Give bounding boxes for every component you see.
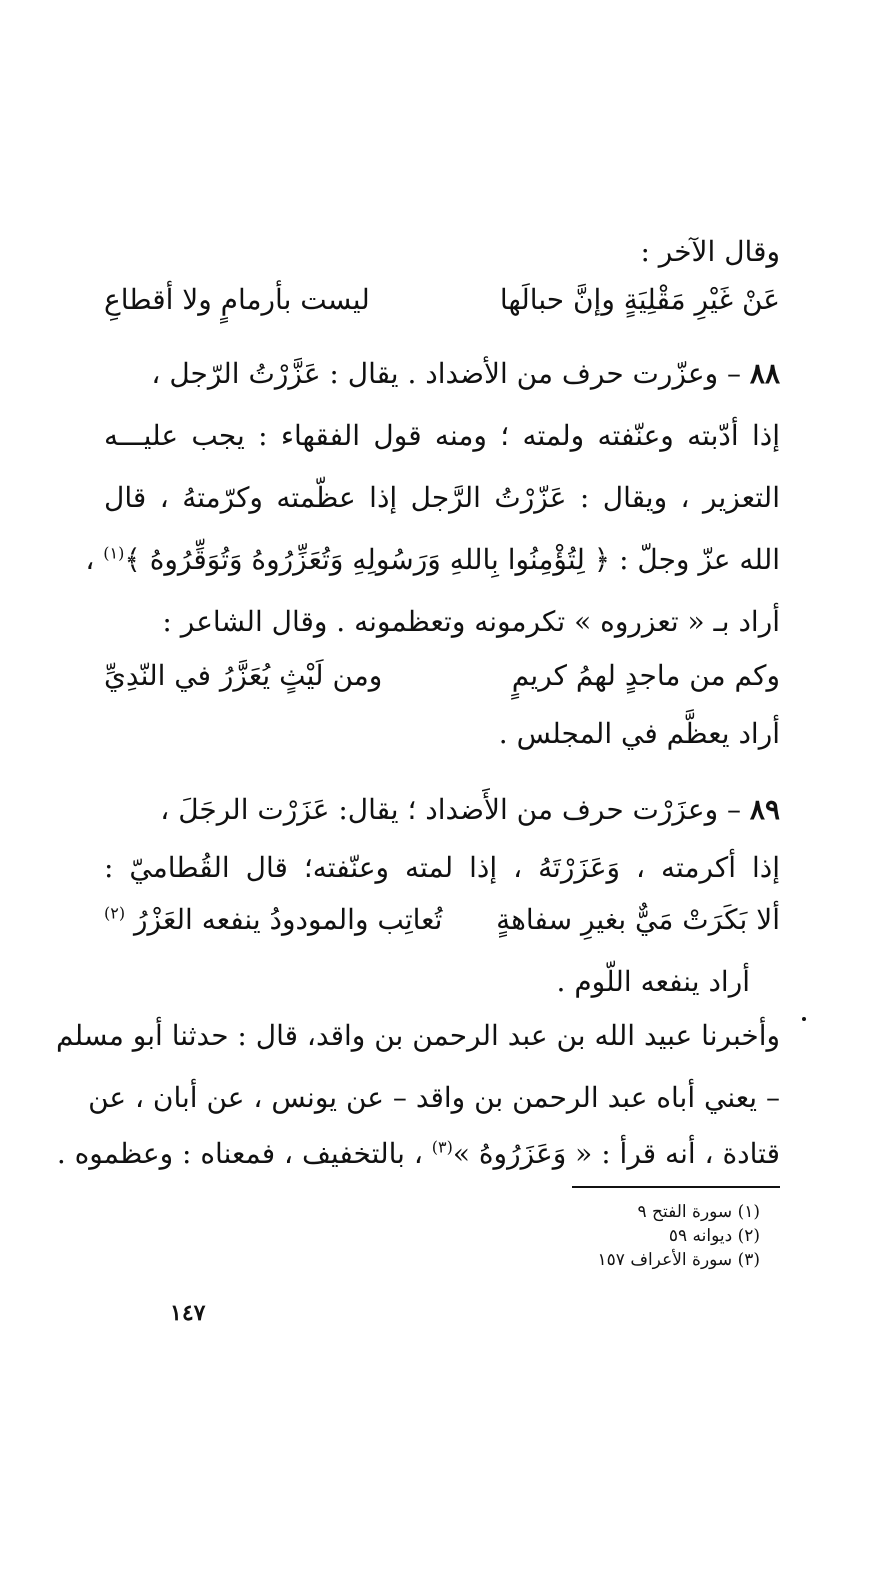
footnote-ref: (٢) — [104, 903, 126, 923]
entry-89-heading — [104, 786, 780, 834]
footnote-1: (١) سورة الفتح ٩ — [637, 1202, 760, 1222]
verse-hemistich-second: ومن لَيْثٍ يُعَزَّرُ في النّدِيِّ — [104, 659, 383, 692]
footnote-3: (٣) سورة الأعراف ١٥٧ — [597, 1250, 760, 1270]
text: أراد بـ « تعزروه » تكرمونه وتعظمونه . وقال الشاعر : — [162, 605, 780, 638]
verse-hemistich-first: ألا بَكَرَتْ مَيٌّ بغيرِ سفاهةٍ — [496, 903, 780, 936]
footnote-ref: (١) — [103, 543, 125, 563]
paragraph-line — [104, 474, 780, 522]
text: – وعزَرْت حرف من الأَضداد ؛ يقال: عَزَرْت الرجَلَ ، — [160, 793, 742, 826]
entry-88-heading — [104, 350, 780, 398]
text: أراد يعظَّم في المجلس . — [498, 717, 780, 750]
text: أراد ينفعه اللّوم . — [556, 965, 750, 998]
paragraph-line — [104, 412, 780, 460]
text: التعزير ، ويقال : عَزّرْتُ الرَّجل إذا عظّمته وكرّمتهُ ، قال — [104, 481, 780, 514]
entry-number: ٨٨ — [749, 357, 780, 390]
paragraph-line — [104, 598, 780, 646]
paragraph-line — [74, 958, 750, 1006]
verse-hemistich-second: تُعاتِب والمودودُ ينفعه العَزْرُ — [134, 903, 443, 936]
text: ، بالتخفيف ، فمعناه : وعظموه . — [56, 1137, 432, 1170]
verse-line-3 — [104, 896, 780, 944]
text: الله عزّ وجلّ : ﴿ لِتُؤْمِنُوا بِاللهِ وَرَسُولِهِ وَتُعَزِّرُوهُ وَتُوَقِّرُوهُ ﴾ — [124, 543, 780, 576]
verse-hemistich-first: عَنْ غَيْرِ مَقْلِيَةٍ وإنَّ حبالَها — [499, 283, 780, 316]
print-speck — [802, 1017, 806, 1021]
verse-line-2 — [104, 652, 780, 700]
text: – وعزّرت حرف من الأضداد . يقال : عَزَّرْتُ الرّجل ، — [151, 357, 742, 390]
footnote-ref: (٣) — [431, 1137, 453, 1157]
paragraph-line — [104, 844, 780, 892]
verse-hemistich-second-with-ref — [104, 896, 442, 944]
line-intro — [104, 228, 780, 276]
paragraph-line — [56, 1130, 780, 1178]
verse-line-1 — [104, 276, 780, 324]
text: وأخبرنا عبيد الله بن عبد الرحمن بن واقد، قال : حدثنا أبو مسلم — [56, 1019, 780, 1052]
paragraph-line — [56, 1012, 780, 1060]
text: ، — [85, 543, 104, 576]
paragraph-line — [104, 710, 780, 758]
text: – يعني أباه عبد الرحمن بن واقد – عن يونس ، عن أبان ، عن — [88, 1081, 780, 1114]
verse-hemistich-first: وكم من ماجدٍ لهمُ كريمٍ — [511, 659, 780, 692]
verse-hemistich-second: ليست بأرمامٍ ولا أقطاعِ — [104, 283, 370, 316]
page-number: ١٤٧ — [170, 1300, 206, 1326]
paragraph-line — [88, 1074, 780, 1122]
text: وقال الآخر : — [640, 235, 780, 268]
footnote-2: (٢) ديوانه ٥٩ — [668, 1226, 760, 1246]
text: إذا أدّبته وعنّفته ولمته ؛ ومنه قول الفقهاء : يجب عليـــه — [104, 419, 780, 452]
footnote-separator — [572, 1186, 780, 1188]
paragraph-line-quran — [85, 536, 780, 584]
entry-number: ٨٩ — [749, 793, 780, 826]
text: إذا أكرمته ، وَعَزَرْتَهُ ، إذا لمته وعنّفته؛ قال القُطاميّ : — [104, 851, 780, 884]
text: قتادة ، أنه قرأ : « وَعَزَرُوهُ » — [452, 1137, 780, 1170]
